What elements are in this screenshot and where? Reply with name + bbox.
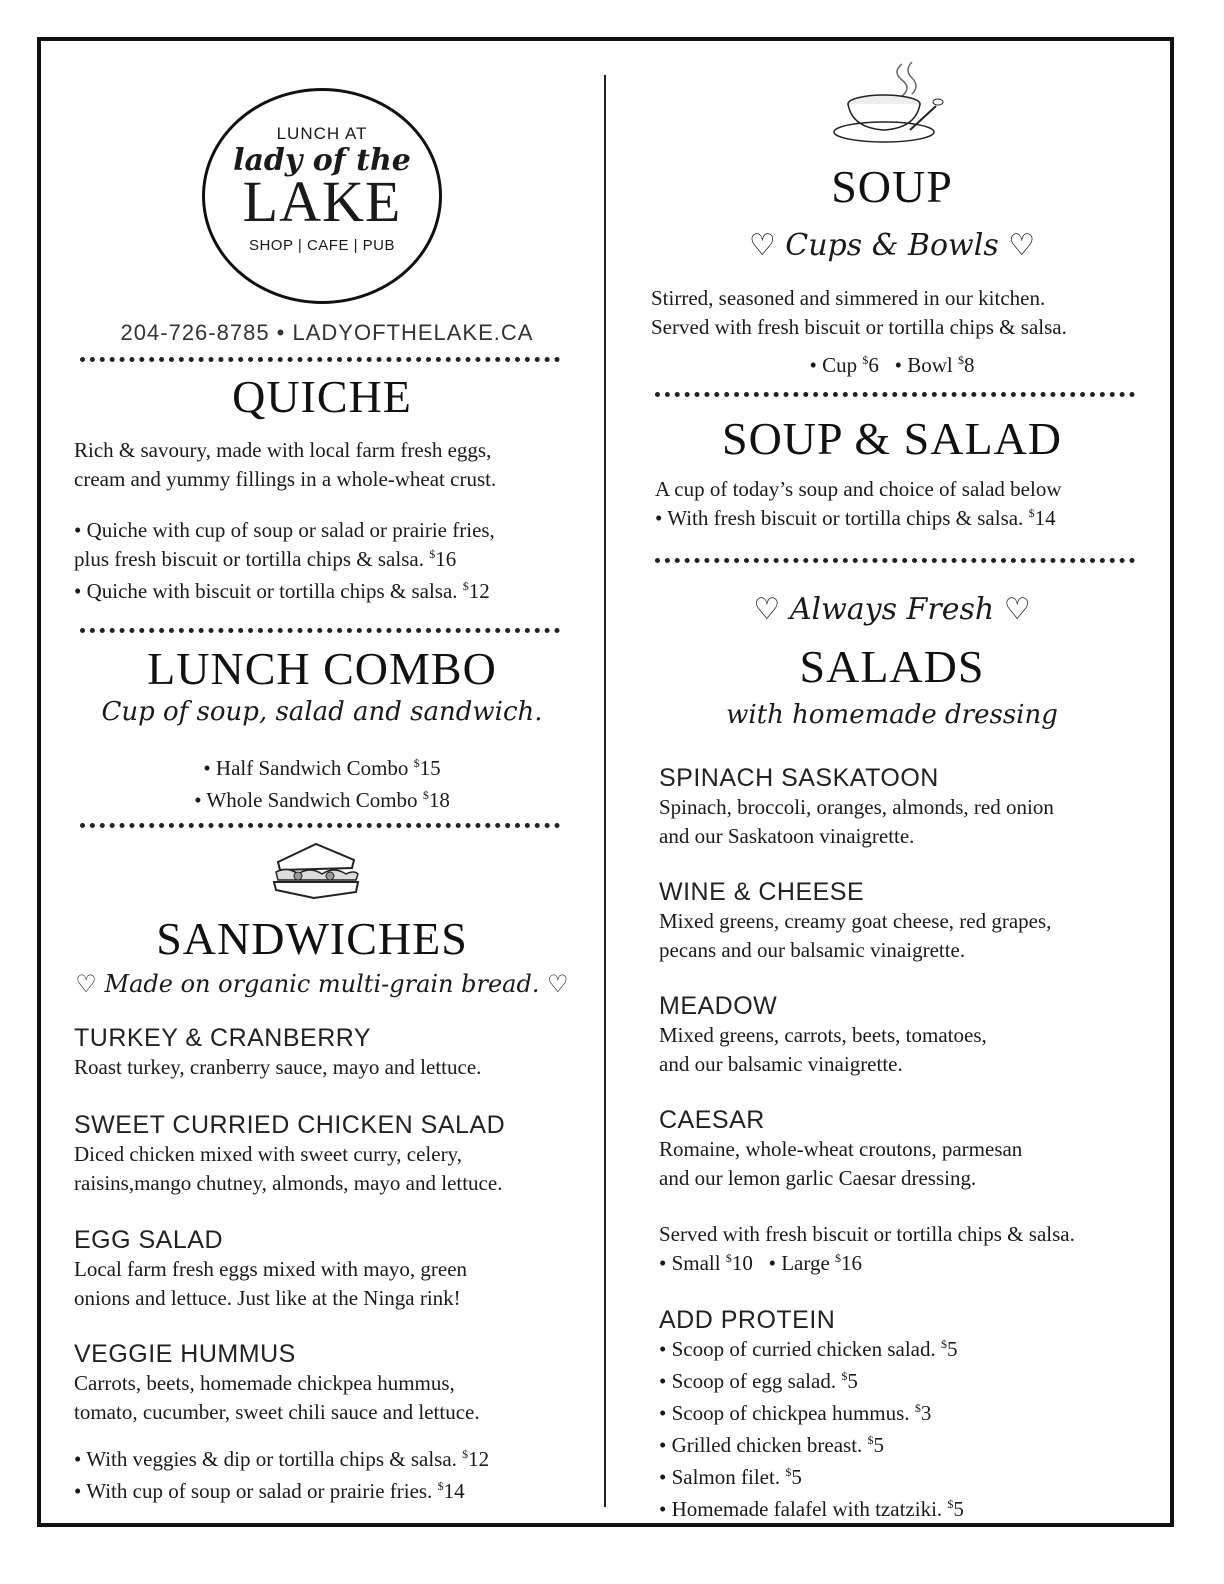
soup-salad-option: • With fresh biscuit or tortilla chips & salsa.: [655, 506, 1024, 530]
heart-icon: ♡: [1003, 592, 1031, 627]
price: 10: [731, 1251, 753, 1275]
item-desc: raisins,mango chutney, almonds, mayo and lettuce.: [74, 1171, 503, 1195]
item-desc: Romaine, whole-wheat croutons, parmesan: [659, 1137, 1023, 1161]
sandwiches-subtitle: [62, 970, 582, 998]
soup-salad-desc-line: A cup of today’s soup and choice of salad below: [655, 477, 1062, 501]
soup-cup-label: • Cup: [809, 353, 858, 377]
item-desc: Mixed greens, carrots, beets, tomatoes,: [659, 1023, 987, 1047]
option-text: • With cup of soup or salad or prairie fries.: [74, 1479, 433, 1503]
column-divider: [604, 75, 606, 1507]
price: 18: [428, 788, 450, 812]
price: 5: [847, 1369, 858, 1393]
logo-script: lady of the: [233, 143, 411, 178]
heart-icon: ♡: [753, 592, 781, 627]
protein-label: • Salmon filet.: [659, 1465, 781, 1489]
currency-symbol: $: [1028, 506, 1035, 520]
combo-option-half: [72, 754, 572, 786]
currency-symbol: $: [841, 1369, 848, 1383]
price: 15: [419, 756, 441, 780]
quiche-option-line: [74, 545, 594, 577]
sandwiches-title: SANDWICHES: [156, 913, 468, 964]
sandwich-icon: [268, 840, 364, 902]
salads-kicker: [642, 592, 1142, 627]
price: 5: [791, 1465, 802, 1489]
soup-prices: [642, 351, 1142, 383]
combo-subtitle: Cup of soup, salad and sandwich.: [101, 697, 543, 727]
price: 12: [468, 1447, 490, 1471]
item-desc: Carrots, beets, homemade chickpea hummus,: [74, 1371, 455, 1395]
soup-salad-description: [655, 475, 1155, 536]
combo-options: [72, 754, 572, 818]
price: 16: [841, 1251, 863, 1275]
currency-symbol: $: [725, 1251, 732, 1265]
soup-subtitle: [642, 228, 1142, 263]
protein-label: • Homemade falafel with tzatziki.: [659, 1497, 943, 1521]
protein-label: • Scoop of chickpea hummus.: [659, 1401, 910, 1425]
item-name: TURKEY & CRANBERRY: [74, 1024, 372, 1052]
dotted-divider: [80, 357, 560, 362]
soup-bowl-icon: [832, 60, 944, 146]
item-desc: Local farm fresh eggs mixed with mayo, green: [74, 1257, 468, 1281]
sandwich-option: [74, 1445, 594, 1477]
quiche-title: QUICHE: [232, 371, 412, 422]
combo-title: LUNCH COMBO: [147, 643, 497, 694]
protein-item: [659, 1399, 1159, 1431]
currency-symbol: $: [941, 1337, 948, 1351]
salad-item: [659, 1106, 1159, 1193]
salad-item: [659, 878, 1159, 965]
salad-sizes: [659, 1249, 1159, 1281]
item-name: EGG SALAD: [74, 1226, 223, 1254]
item-name: SPINACH SASKATOON: [659, 764, 939, 792]
currency-symbol: $: [862, 353, 869, 367]
salad-serving: [659, 1220, 1159, 1281]
dotted-divider: [80, 628, 560, 633]
salad-item: [659, 764, 1159, 851]
price: 5: [953, 1497, 964, 1521]
protein-item: [659, 1495, 1159, 1527]
item-desc: Roast turkey, cranberry sauce, mayo and lettuce.: [74, 1055, 482, 1079]
protein-item: [659, 1367, 1159, 1399]
price: 12: [468, 579, 490, 603]
item-name: WINE & CHEESE: [659, 878, 865, 906]
logo-tagline: SHOP | CAFE | PUB: [248, 237, 396, 254]
item-desc: tomato, cucumber, sweet chili sauce and lettuce.: [74, 1400, 480, 1424]
soup-desc-line: Served with fresh biscuit or tortilla chips & salsa.: [651, 315, 1067, 339]
dotted-divider: [655, 392, 1135, 397]
protein-label: • Grilled chicken breast.: [659, 1433, 863, 1457]
salads-title: SALADS: [799, 641, 985, 692]
item-desc: and our lemon garlic Caesar dressing.: [659, 1166, 977, 1190]
soup-salad-desc-line: [655, 504, 1155, 536]
price: 6: [868, 353, 879, 377]
quiche-option-text: plus fresh biscuit or tortilla chips & salsa.: [74, 547, 424, 571]
currency-symbol: $: [462, 1447, 469, 1461]
sandwich-item: [74, 1226, 594, 1313]
soup-desc-line: Stirred, seasoned and simmered in our kitchen.: [651, 286, 1046, 310]
price: 5: [947, 1337, 958, 1361]
item-desc: onions and lettuce. Just like at the Ninga rink!: [74, 1286, 461, 1310]
item-desc: and our Saskatoon vinaigrette.: [659, 824, 915, 848]
soup-bowl-label: • Bowl: [894, 353, 953, 377]
currency-symbol: $: [835, 1251, 842, 1265]
soup-salad-title: SOUP & SALAD: [721, 413, 1063, 464]
logo-line1: LUNCH AT: [276, 124, 368, 143]
soup-title: SOUP: [831, 161, 953, 212]
protein-item: [659, 1335, 1159, 1367]
salads-kicker-text: Always Fresh: [789, 592, 995, 627]
heart-icon: ♡: [547, 970, 569, 998]
protein-item: [659, 1431, 1159, 1463]
sandwich-item: [74, 1024, 594, 1082]
item-name: MEADOW: [659, 992, 778, 1020]
option-text: • With veggies & dip or tortilla chips & salsa.: [74, 1447, 457, 1471]
price: 8: [963, 353, 975, 377]
item-desc: pecans and our balsamic vinaigrette.: [659, 938, 966, 962]
combo-option-text: • Whole Sandwich Combo: [194, 788, 418, 812]
quiche-option-line: • Quiche with cup of soup or salad or prairie fries,: [74, 518, 495, 542]
price: 14: [1034, 506, 1056, 530]
heart-icon: ♡: [75, 970, 97, 998]
currency-symbol: $: [867, 1433, 874, 1447]
currency-symbol: $: [785, 1465, 792, 1479]
salad-small-label: • Small: [659, 1251, 721, 1275]
price: 16: [435, 547, 457, 571]
salads-subtitle: with homemade dressing: [726, 700, 1058, 730]
logo-name: LAKE: [242, 169, 402, 234]
logo: [202, 88, 442, 304]
currency-symbol: $: [914, 1401, 921, 1415]
soup-subtitle-text: Cups & Bowls: [785, 228, 999, 263]
currency-symbol: $: [957, 353, 964, 367]
salad-large-label: • Large: [768, 1251, 830, 1275]
currency-symbol: $: [947, 1497, 954, 1511]
sandwich-item: [74, 1111, 594, 1198]
salad-item: [659, 992, 1159, 1079]
quiche-desc-line: Rich & savoury, made with local farm fresh eggs,: [74, 438, 492, 462]
add-protein-title: ADD PROTEIN: [659, 1306, 836, 1334]
add-protein: [659, 1306, 1159, 1527]
protein-item: [659, 1463, 1159, 1495]
quiche-option-text: • Quiche with biscuit or tortilla chips & salsa.: [74, 579, 458, 603]
dotted-divider: [655, 558, 1135, 563]
item-name: VEGGIE HUMMUS: [74, 1340, 296, 1368]
protein-label: • Scoop of egg salad.: [659, 1369, 837, 1393]
price: 5: [873, 1433, 885, 1457]
item-desc: Spinach, broccoli, oranges, almonds, red onion: [659, 795, 1054, 819]
item-desc: and our balsamic vinaigrette.: [659, 1052, 903, 1076]
combo-option-text: • Half Sandwich Combo: [203, 756, 409, 780]
combo-option-whole: [72, 786, 572, 818]
salad-served-text: Served with fresh biscuit or tortilla chips & salsa.: [659, 1222, 1075, 1246]
currency-symbol: $: [422, 788, 429, 802]
price: 14: [443, 1479, 465, 1503]
sandwich-item: [74, 1340, 594, 1427]
sandwich-option: [74, 1477, 594, 1509]
dotted-divider: [80, 823, 560, 828]
contact-info: 204-726-8785 • LADYOFTHELAKE.CA: [120, 320, 534, 345]
price: 3: [920, 1401, 932, 1425]
soup-description: [651, 284, 1151, 342]
quiche-description: [74, 436, 584, 494]
item-name: CAESAR: [659, 1106, 765, 1134]
quiche-options: [74, 516, 594, 609]
currency-symbol: $: [462, 579, 469, 593]
currency-symbol: $: [437, 1479, 444, 1493]
quiche-option-line: [74, 577, 594, 609]
currency-symbol: $: [413, 756, 420, 770]
sandwich-options: [74, 1445, 594, 1509]
quiche-desc-line: cream and yummy fillings in a whole-wheat crust.: [74, 467, 497, 491]
heart-icon: ♡: [1008, 228, 1036, 263]
heart-icon: ♡: [748, 228, 776, 263]
item-name: SWEET CURRIED CHICKEN SALAD: [74, 1111, 506, 1139]
sandwiches-subtitle-text: Made on organic multi-grain bread.: [104, 970, 540, 998]
item-desc: Mixed greens, creamy goat cheese, red grapes,: [659, 909, 1052, 933]
item-desc: Diced chicken mixed with sweet curry, celery,: [74, 1142, 462, 1166]
currency-symbol: $: [429, 547, 436, 561]
protein-label: • Scoop of curried chicken salad.: [659, 1337, 936, 1361]
